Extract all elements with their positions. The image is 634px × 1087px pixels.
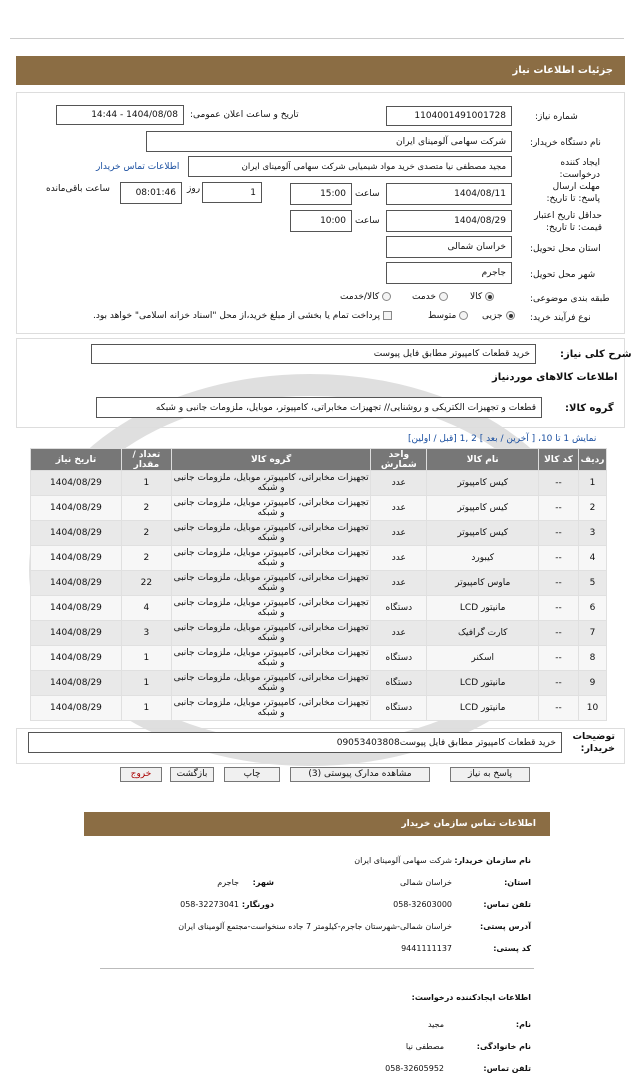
creator-name-value: مجید (427, 1020, 444, 1029)
cell-qty: 3 (121, 621, 171, 646)
cell-name: مانیتور LCD (427, 671, 539, 696)
goods-group-field (96, 397, 542, 418)
col-row: ردیف (579, 449, 607, 471)
reply-button[interactable]: پاسخ به نیاز (450, 767, 530, 782)
remaining-time-value: 08:01:46 (135, 188, 176, 198)
pagination[interactable]: نمایش 1 تا 10، [ آخرین / بعد ] 2 ,1 [قبل / اولین] (408, 434, 597, 444)
contact-divider (100, 968, 534, 969)
category-option-label: کالا/خدمت (340, 292, 380, 302)
city-value: جاجرم (481, 268, 506, 278)
cell-name: کیس کامپیوتر (427, 521, 539, 546)
contact-postal-value: 9441111137 (401, 944, 452, 953)
page-title (16, 56, 625, 85)
cell-unit: دستگاه (371, 671, 427, 696)
radio-selected-icon[interactable] (485, 292, 494, 301)
cell-date: 1404/08/29 (31, 646, 122, 671)
summary-value: خرید قطعات کامپیوتر مطابق فایل پیوست (373, 349, 530, 359)
contact-city-value: جاجرم (217, 878, 239, 887)
city-field (386, 262, 512, 284)
table-row (31, 471, 607, 496)
days-label: روز (187, 184, 201, 194)
category-option-goods[interactable] (470, 292, 494, 302)
contact-province-label: استان: (504, 878, 531, 887)
cell-date: 1404/08/29 (31, 671, 122, 696)
goods-section-title: اطلاعات کالاهای موردنیاز (492, 372, 618, 383)
table-row (31, 646, 607, 671)
cell-code: -- (539, 621, 579, 646)
validity-date-field (386, 210, 512, 232)
category-option-label: خدمت (412, 292, 436, 302)
cell-group: تجهیزات مخابراتی، کامپیوتر، موبایل، ملزومات جانبی و شبکه (171, 646, 371, 671)
cell-group: تجهیزات مخابراتی، کامپیوتر، موبایل، ملزومات جانبی و شبکه (171, 596, 371, 621)
cell-date: 1404/08/29 (31, 621, 122, 646)
cell-unit: دستگاه (371, 646, 427, 671)
cell-unit: دستگاه (371, 596, 427, 621)
cell-name: کارت گرافیک (427, 621, 539, 646)
cell-qty: 1 (121, 471, 171, 496)
cell-row-number: 10 (579, 696, 607, 721)
cell-code: -- (539, 546, 579, 571)
category-option-service[interactable] (412, 292, 448, 302)
contact-title-text: اطلاعات تماس سازمان خریدار (401, 819, 536, 829)
cell-group: تجهیزات مخابراتی، کامپیوتر، موبایل، ملزومات جانبی و شبکه (171, 621, 371, 646)
cell-row-number: 9 (579, 671, 607, 696)
table-row (31, 496, 607, 521)
contact-section-title (84, 812, 550, 836)
cell-group: تجهیزات مخابراتی، کامپیوتر، موبایل، ملزومات جانبی و شبکه (171, 696, 371, 721)
checkbox-icon[interactable] (383, 311, 392, 320)
buyer-org-label: نام دستگاه خریدار: (530, 138, 601, 148)
cell-unit: عدد (371, 471, 427, 496)
cell-unit: عدد (371, 521, 427, 546)
cell-unit: عدد (371, 496, 427, 521)
deadline-date-field (386, 183, 512, 205)
remaining-time-field (120, 182, 182, 204)
cell-code: -- (539, 571, 579, 596)
cell-qty: 2 (121, 521, 171, 546)
need-number-field (386, 106, 512, 126)
province-label: استان محل تحویل: (530, 244, 601, 254)
contact-address-value: خراسان شمالی-شهرستان جاجرم-کیلومتر 7 جاده سنخواست-مجتمع آلومینای ایران (178, 922, 452, 931)
cell-unit: دستگاه (371, 696, 427, 721)
cell-date: 1404/08/29 (31, 471, 122, 496)
cell-row-number: 8 (579, 646, 607, 671)
col-group: گروه کالا (171, 449, 371, 471)
cell-row-number: 7 (579, 621, 607, 646)
cell-row-number: 1 (579, 471, 607, 496)
deadline-time-field (290, 183, 352, 205)
contact-postal-label: کد پستی: (493, 944, 531, 953)
creator-value: مجید مصطفی نیا متصدی خرید مواد شیمیایی شرکت سهامی آلومینای ایران (241, 161, 506, 172)
category-label: طبقه بندی موضوعی: (530, 294, 610, 304)
validity-label: حداقل تاریخ اعتبار قیمت: تا تاریخ: (534, 211, 602, 233)
deadline-time-label: ساعت (355, 189, 380, 199)
page-title-text: جزئیات اطلاعات نیاز (512, 65, 613, 76)
cell-qty: 4 (121, 596, 171, 621)
deadline-date-value: 1404/08/11 (454, 189, 506, 199)
top-divider (10, 38, 624, 39)
cell-date: 1404/08/29 (31, 546, 122, 571)
need-number-value: 1104001491001728 (414, 111, 506, 121)
buyer-notes-field (28, 732, 562, 753)
contact-fax-value: 058-32273041 (180, 900, 239, 909)
cell-unit: عدد (371, 571, 427, 596)
contact-address-label: آدرس پستی: (480, 922, 531, 931)
creator-info-title: اطلاعات ایجادکننده درخواست: (411, 993, 531, 1002)
cell-row-number: 6 (579, 596, 607, 621)
cell-qty: 2 (121, 496, 171, 521)
buyer-notes-label: توضیحات خریدار: (572, 731, 615, 754)
validity-date-value: 1404/08/29 (454, 216, 506, 226)
category-option-both[interactable] (340, 292, 391, 302)
province-value: خراسان شمالی (447, 242, 506, 252)
col-date: تاریخ نیاز (31, 449, 122, 471)
cell-qty: 2 (121, 546, 171, 571)
payment-note-text: پرداخت تمام یا بخشی از مبلغ خرید،از محل "اسناد خزانه اسلامی" خواهد بود. (92, 311, 380, 321)
summary-label: شرح کلی نیاز: (560, 349, 632, 360)
payment-note (52, 311, 392, 321)
city-label: شهر محل تحویل: (530, 270, 596, 280)
process-option-minor[interactable] (482, 311, 515, 321)
goods-group-label: گروه کالا: (565, 403, 614, 414)
buyer-org-field (146, 131, 512, 152)
table-header-row (31, 449, 607, 471)
creator-phone-label: تلفن تماس: (483, 1064, 531, 1073)
cell-unit: عدد (371, 546, 427, 571)
goods-group-value: قطعات و تجهیزات الکتریکی و روشنایی// تجهیزات مخابراتی، کامپیوتر، موبایل، ملزومات جانبی و شبکه (155, 402, 536, 413)
creator-name-label: نام: (515, 1020, 531, 1029)
col-name: نام کالا (427, 449, 539, 471)
announce-field (56, 105, 184, 125)
cell-code: -- (539, 646, 579, 671)
buyer-contact-link[interactable]: اطلاعات تماس خریدار (96, 162, 180, 172)
buyer-notes-value: خرید قطعات کامپیوتر مطابق فایل پیوست09053403808 (336, 737, 556, 748)
cell-group: تجهیزات مخابراتی، کامپیوتر، موبایل، ملزومات جانبی و شبکه (171, 521, 371, 546)
cell-group: تجهیزات مخابراتی، کامپیوتر، موبایل، ملزومات جانبی و شبکه (171, 496, 371, 521)
cell-group: تجهیزات مخابراتی، کامپیوتر، موبایل، ملزومات جانبی و شبکه (171, 471, 371, 496)
deadline-time-value: 15:00 (320, 189, 346, 199)
cell-date: 1404/08/29 (31, 496, 122, 521)
radio-icon[interactable] (382, 292, 391, 301)
validity-time-value: 10:00 (320, 216, 346, 226)
radio-selected-icon[interactable] (506, 311, 515, 320)
cell-unit: عدد (371, 621, 427, 646)
days-value: 1 (250, 187, 256, 198)
table-row (31, 596, 607, 621)
table-row (31, 546, 607, 571)
validity-time-field (290, 210, 352, 232)
print-button[interactable]: چاپ (224, 767, 280, 782)
cell-name: اسکنر (427, 646, 539, 671)
table-row (31, 521, 607, 546)
attachments-button[interactable]: مشاهده مدارک پیوستی (3) (290, 767, 430, 782)
contact-fax-label: دورنگار: (241, 900, 274, 909)
deadline-label: مهلت ارسال پاسخ: تا تاریخ: (546, 182, 600, 204)
creator-phone-value: 058-32605952 (385, 1064, 444, 1073)
cell-group: تجهیزات مخابراتی، کامپیوتر، موبایل، ملزومات جانبی و شبکه (171, 571, 371, 596)
table-row (31, 571, 607, 596)
category-option-label: کالا (470, 292, 483, 302)
contact-org-label: نام سازمان خریدار: (454, 856, 531, 865)
cell-name: کیس کامپیوتر (427, 471, 539, 496)
radio-icon[interactable] (439, 292, 448, 301)
cell-date: 1404/08/29 (31, 571, 122, 596)
summary-field (91, 344, 536, 364)
contact-province-value: خراسان شمالی (399, 878, 452, 887)
contact-phone-value: 058-32603000 (393, 900, 452, 909)
radio-icon[interactable] (459, 311, 468, 320)
cell-date: 1404/08/29 (31, 596, 122, 621)
process-option-label: متوسط (428, 311, 457, 321)
cell-row-number: 4 (579, 546, 607, 571)
cell-name: کیس کامپیوتر (427, 496, 539, 521)
cell-code: -- (539, 596, 579, 621)
contact-city-label: شهر: (252, 878, 274, 887)
process-option-label: جزیی (482, 311, 503, 321)
cell-row-number: 2 (579, 496, 607, 521)
back-button[interactable]: بازگشت (170, 767, 214, 782)
cell-date: 1404/08/29 (31, 521, 122, 546)
cell-qty: 1 (121, 646, 171, 671)
remaining-label: ساعت باقی‌مانده (46, 184, 110, 194)
announce-label: تاریخ و ساعت اعلان عمومی: (190, 110, 299, 120)
cell-code: -- (539, 696, 579, 721)
exit-button[interactable]: خروج (120, 767, 162, 782)
days-field (202, 182, 262, 203)
cell-qty: 1 (121, 696, 171, 721)
table-row (31, 621, 607, 646)
creator-family-value: مصطفی نیا (405, 1042, 444, 1051)
cell-date: 1404/08/29 (31, 696, 122, 721)
cell-group: تجهیزات مخابراتی، کامپیوتر، موبایل، ملزومات جانبی و شبکه (171, 546, 371, 571)
cell-code: -- (539, 471, 579, 496)
cell-row-number: 3 (579, 521, 607, 546)
contact-org-value: شرکت سهامی آلومینای ایران (354, 856, 452, 865)
col-unit: واحد شمارش (371, 449, 427, 471)
cell-code: -- (539, 496, 579, 521)
creator-field (188, 156, 512, 177)
contact-phone-label: تلفن تماس: (483, 900, 531, 909)
process-label: نوع فرآیند خرید: (530, 313, 591, 323)
cell-row-number: 5 (579, 571, 607, 596)
col-code: کد کالا (539, 449, 579, 471)
creator-family-label: نام خانوادگی: (476, 1042, 531, 1051)
cell-code: -- (539, 521, 579, 546)
col-qty: تعداد / مقدار (121, 449, 171, 471)
cell-qty: 22 (121, 571, 171, 596)
cell-code: -- (539, 671, 579, 696)
creator-label: ایجاد کننده درخواست: (559, 158, 600, 180)
province-field (386, 236, 512, 258)
need-number-label: شماره نیاز: (535, 112, 578, 122)
announce-value: 1404/08/08 - 14:44 (91, 110, 178, 120)
cell-group: تجهیزات مخابراتی، کامپیوتر، موبایل، ملزومات جانبی و شبکه (171, 671, 371, 696)
goods-table (30, 448, 607, 721)
cell-name: مانیتور LCD (427, 696, 539, 721)
process-option-medium[interactable] (428, 311, 468, 321)
cell-qty: 1 (121, 671, 171, 696)
cell-name: مانیتور LCD (427, 596, 539, 621)
validity-time-label: ساعت (355, 216, 380, 226)
cell-name: کیبورد (427, 546, 539, 571)
table-row (31, 671, 607, 696)
buyer-org-value: شرکت سهامی آلومینای ایران (396, 136, 506, 147)
table-row (31, 696, 607, 721)
cell-name: ماوس کامپیوتر (427, 571, 539, 596)
